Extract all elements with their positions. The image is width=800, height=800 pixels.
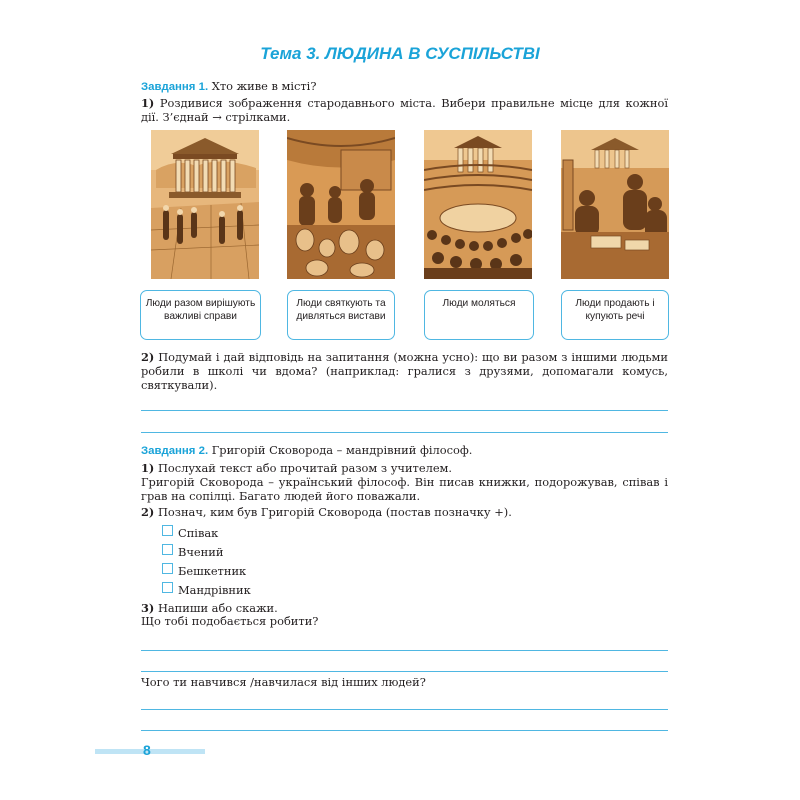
answer-line[interactable] — [141, 730, 668, 731]
task1-q2 — [141, 350, 668, 392]
action-box-celebrate[interactable] — [287, 290, 395, 340]
task1-q1 — [141, 96, 668, 124]
page-title: Тема 3. ЛЮДИНА В СУСПІЛЬСТВІ — [260, 44, 540, 63]
task2-q3-num: 3) — [141, 601, 155, 615]
market-illustration — [287, 130, 395, 279]
task2-q2-text: Познач, ким був Григорій Сковорода (постав позначку +). — [157, 505, 512, 519]
task2-q2-num: 2) — [141, 505, 155, 519]
task1-q1-num: 1) — [141, 96, 155, 110]
council-illustration — [561, 130, 669, 279]
task2-heading-text: Григорій Сковорода – мандрівний філософ. — [211, 443, 473, 457]
task2-q1-num: 1) — [141, 461, 155, 475]
task2-q3 — [141, 601, 668, 615]
answer-line[interactable] — [141, 709, 668, 710]
task2-q1 — [141, 461, 668, 475]
task2-q3-line2: Що тобі подобається робити? — [141, 614, 319, 628]
action-box-pray[interactable] — [424, 290, 534, 340]
temple-city-illustration — [151, 130, 259, 279]
task2-heading — [141, 443, 668, 458]
task1-label: Завдання 1. — [141, 81, 209, 93]
task2-q2 — [141, 505, 668, 519]
option-prankster: Бешкетник — [178, 564, 247, 578]
theatre-illustration — [424, 130, 532, 279]
action-box-trade[interactable] — [561, 290, 669, 340]
task1-heading-text: Хто живе в місті? — [211, 79, 317, 93]
action-box-decide[interactable] — [140, 290, 261, 340]
checkbox-prankster[interactable] — [162, 563, 173, 574]
task2-q4: Чого ти навчився /навчилася від інших людей? — [141, 675, 426, 689]
task1-q1-text: Роздивися зображення стародавнього міста. Вибери правильне місце для кожної дії. З’єднай → стрілками. — [141, 96, 668, 124]
answer-line[interactable] — [141, 671, 668, 672]
page-number: 8 — [143, 742, 151, 758]
action-box-celebrate-label: Люди святкують та дивляться вистави — [296, 298, 386, 322]
task2-q3-text: Напиши або скажи. — [157, 601, 278, 615]
answer-line[interactable] — [141, 432, 668, 433]
task2-q1-body: Григорій Сковорода – український філософ. Він писав книжки, подорожував, співав і грав на сопілці. Багато людей його поважали. — [141, 475, 668, 503]
option-singer: Співак — [178, 526, 219, 540]
option-scientist: Вчений — [178, 545, 224, 559]
option-wanderer: Мандрівник — [178, 583, 251, 597]
task2-label: Завдання 2. — [141, 445, 209, 457]
task2-q1-text: Послухай текст або прочитай разом з учителем. — [157, 461, 453, 475]
task1-q2-num: 2) — [141, 350, 155, 364]
checkbox-scientist[interactable] — [162, 544, 173, 555]
action-box-pray-label: Люди моляться — [442, 298, 516, 309]
task1-heading — [141, 79, 668, 94]
answer-line[interactable] — [141, 410, 668, 411]
action-box-decide-label: Люди разом вирішують важливі справи — [145, 298, 256, 322]
action-box-trade-label: Люди продають і купують речі — [575, 298, 655, 322]
checkbox-singer[interactable] — [162, 525, 173, 536]
task1-q2-text: Подумай і дай відповідь на запитання (можна усно): що ви разом з іншими людьми робили в школі чи вдома? (наприклад: гралися з друзями, допомагали комусь, святкували). — [141, 350, 668, 392]
checkbox-wanderer[interactable] — [162, 582, 173, 593]
answer-line[interactable] — [141, 650, 668, 651]
